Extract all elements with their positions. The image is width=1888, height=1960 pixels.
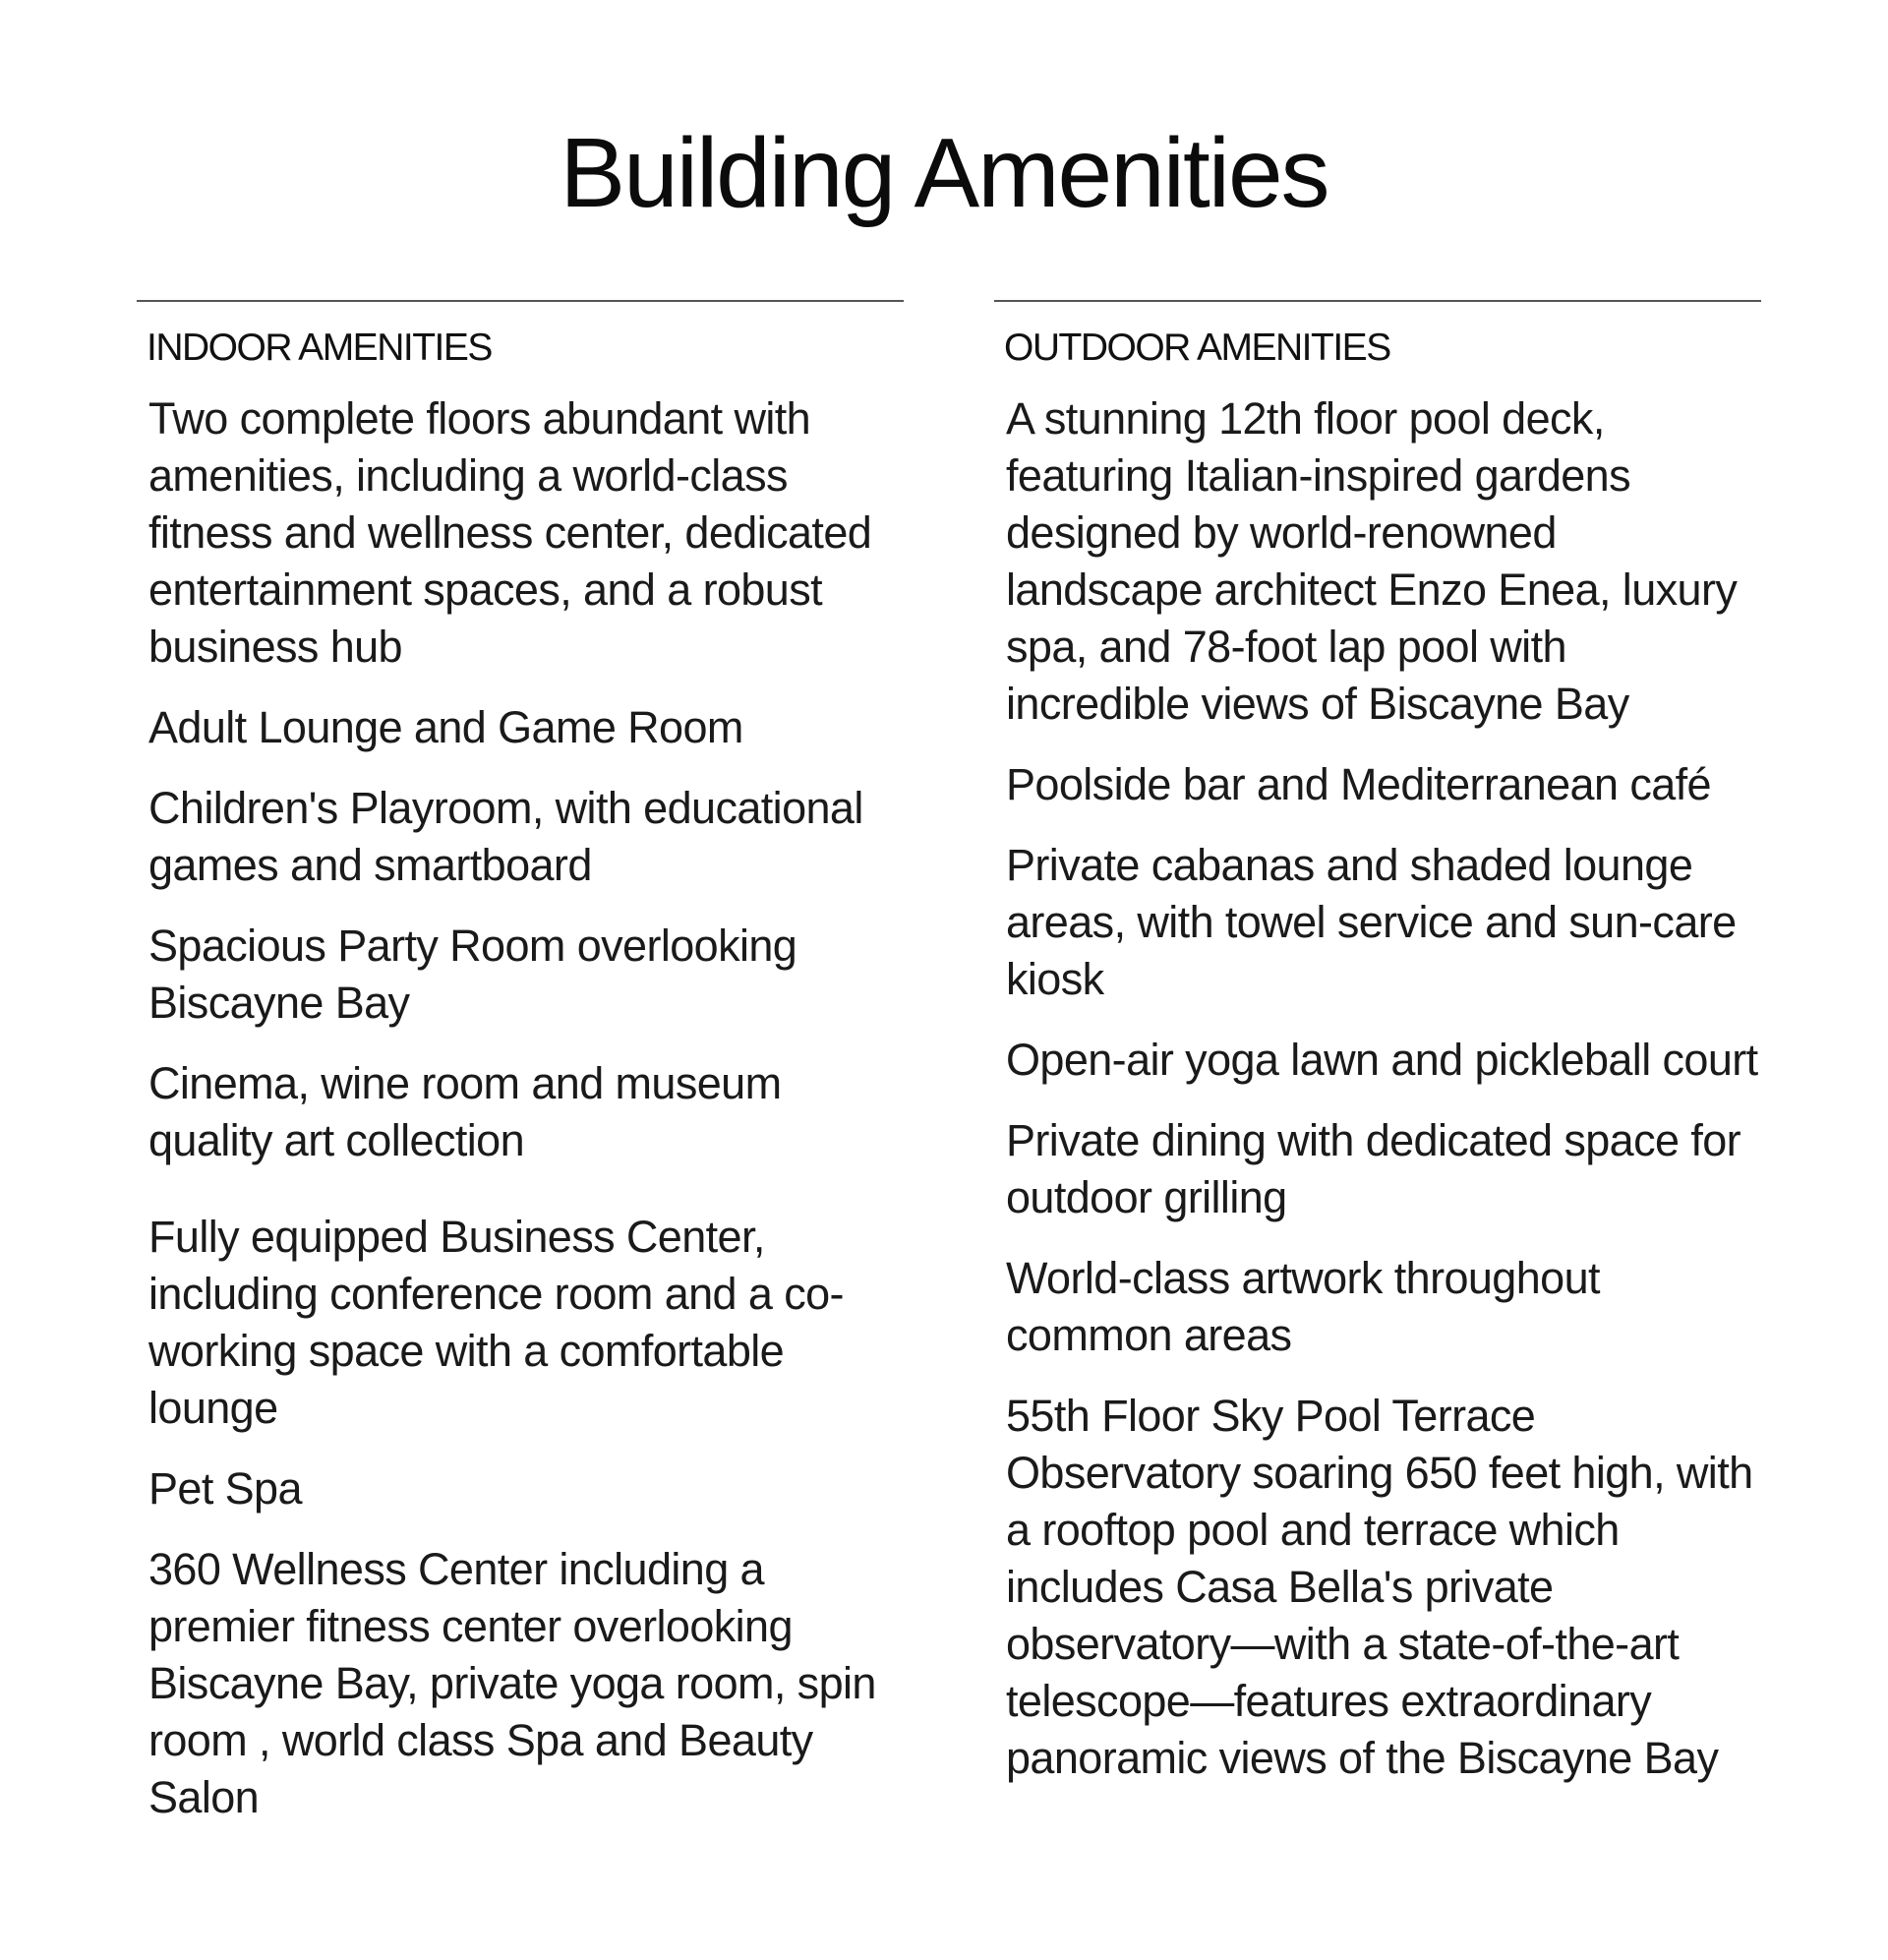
list-item: Fully equipped Business Center, including conference room and a co-working space with a comfortable lounge (148, 1212, 844, 1433)
indoor-amenities-column (137, 300, 904, 1850)
list-item: Two complete floors abundant with amenities, including a world-class fitness and wellness center, dedicated entertainment spaces, and a robust business hub (148, 393, 872, 672)
indoor-divider (137, 300, 904, 302)
list-item: A stunning 12th floor pool deck, featuring Italian-inspired gardens designed by world-renowned landscape architect Enzo Enea, luxury spa, and 78-foot lap pool with incredible views of Biscayne Bay (1006, 393, 1738, 729)
outdoor-amenities-list (994, 390, 1761, 1787)
list-item: Adult Lounge and Game Room (148, 702, 743, 752)
list-item: Pet Spa (148, 1463, 302, 1514)
outdoor-amenities-heading: OUTDOOR AMENITIES (1004, 327, 1390, 369)
list-item: Cinema, wine room and museum quality art collection (148, 1058, 782, 1165)
page-title: Building Amenities (560, 118, 1328, 228)
indoor-amenities-list (137, 390, 904, 1826)
list-item: Private dining with dedicated space for outdoor grilling (1006, 1115, 1741, 1222)
list-item: 55th Floor Sky Pool Terrace Observatory soaring 650 feet high, with a rooftop pool and terrace which includes Casa Bella's private observatory—with a state-of-the-art telescope—features extraordinary panoramic views of the Biscayne Bay (1006, 1391, 1753, 1783)
list-item: World-class artwork throughout common areas (1006, 1253, 1600, 1360)
list-item: Open-air yoga lawn and pickleball court (1006, 1035, 1758, 1085)
indoor-amenities-heading: INDOOR AMENITIES (147, 327, 492, 369)
list-item: 360 Wellness Center including a premier fitness center overlooking Biscayne Bay, private yoga room, spin room , world class Spa and Beauty Salon (148, 1544, 876, 1822)
list-item: Poolside bar and Mediterranean café (1006, 759, 1711, 809)
list-item: Private cabanas and shaded lounge areas, with towel service and sun-care kiosk (1006, 840, 1737, 1004)
outdoor-amenities-column (994, 300, 1761, 1811)
list-item: Children's Playroom, with educational games and smartboard (148, 783, 863, 890)
outdoor-divider (994, 300, 1761, 302)
list-item: Spacious Party Room overlooking Biscayne Bay (148, 921, 797, 1028)
